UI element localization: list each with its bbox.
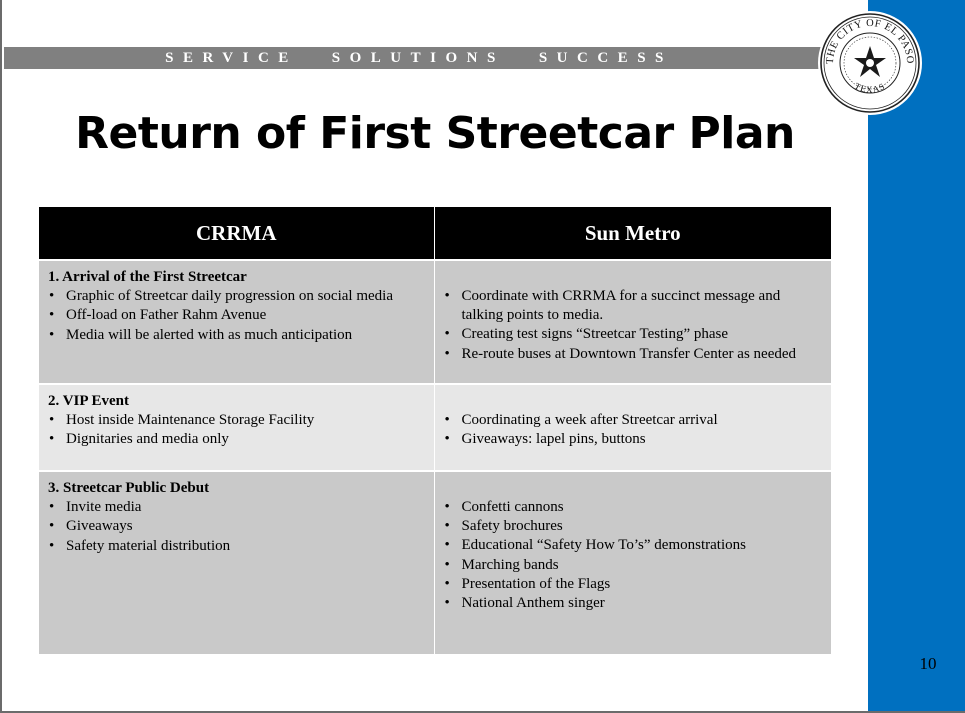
column-header-crrma: CRRMA — [39, 207, 434, 260]
table-row — [39, 260, 831, 384]
list-item: • Coordinating a week after Streetcar arrival — [444, 411, 824, 430]
page-number: 10 — [919, 654, 937, 673]
city-seal-logo — [817, 10, 923, 116]
list-item: • Giveaways — [48, 517, 426, 536]
list-item: • Invite media — [48, 498, 426, 517]
table-row — [39, 471, 831, 654]
plan-table — [39, 207, 831, 654]
list-item: • Marching bands — [444, 556, 824, 575]
column-header-sun-metro: Sun Metro — [434, 207, 831, 260]
svg-text:THE CITY OF EL PASO: THE CITY OF EL PASO — [824, 17, 916, 65]
list-item: • Coordinate with CRRMA for a succinct message and talking points to media. — [444, 287, 824, 325]
crrma-list — [48, 411, 426, 449]
sun-metro-list — [444, 411, 824, 449]
list-item: • Graphic of Streetcar daily progression on social media — [48, 287, 426, 306]
section-title: 2. VIP Event — [48, 393, 129, 409]
tagline-word-success: SUCCESS — [538, 49, 673, 66]
sun-metro-list — [444, 498, 824, 613]
list-item: • Re-route buses at Downtown Transfer Center as needed — [444, 345, 824, 364]
list-item: • Off-load on Father Rahm Avenue — [48, 306, 426, 325]
tagline-text — [4, 47, 834, 69]
tagline-word-service: SERVICE — [165, 49, 298, 66]
crrma-cell — [39, 384, 434, 471]
list-item: • Media will be alerted with as much anticipation — [48, 326, 426, 345]
list-item: • Educational “Safety How To’s” demonstrations — [444, 536, 824, 555]
tagline-word-solutions: SOLUTIONS — [331, 49, 505, 66]
section-title: 1. Arrival of the First Streetcar — [48, 269, 247, 285]
list-item: • National Anthem singer — [444, 594, 824, 613]
list-item: • Safety material distribution — [48, 537, 426, 556]
sun-metro-cell — [434, 471, 831, 654]
list-item: • Creating test signs “Streetcar Testing” phase — [444, 325, 824, 344]
list-item: • Presentation of the Flags — [444, 575, 824, 594]
list-item: • Host inside Maintenance Storage Facility — [48, 411, 426, 430]
page-title: Return of First Streetcar Plan — [75, 108, 795, 159]
list-item: • Confetti cannons — [444, 498, 824, 517]
section-title: 3. Streetcar Public Debut — [48, 480, 210, 496]
crrma-list — [48, 287, 426, 345]
sun-metro-cell — [434, 384, 831, 471]
list-item: • Dignitaries and media only — [48, 430, 426, 449]
table-row — [39, 384, 831, 471]
crrma-cell — [39, 471, 434, 654]
sun-metro-cell — [434, 260, 831, 384]
crrma-cell — [39, 260, 434, 384]
crrma-list — [48, 498, 426, 556]
list-item: • Giveaways: lapel pins, buttons — [444, 430, 824, 449]
list-item: • Safety brochures — [444, 517, 824, 536]
sun-metro-list — [444, 287, 824, 364]
table-header-row — [39, 207, 831, 260]
svg-text:TEXAS: TEXAS — [852, 80, 888, 95]
